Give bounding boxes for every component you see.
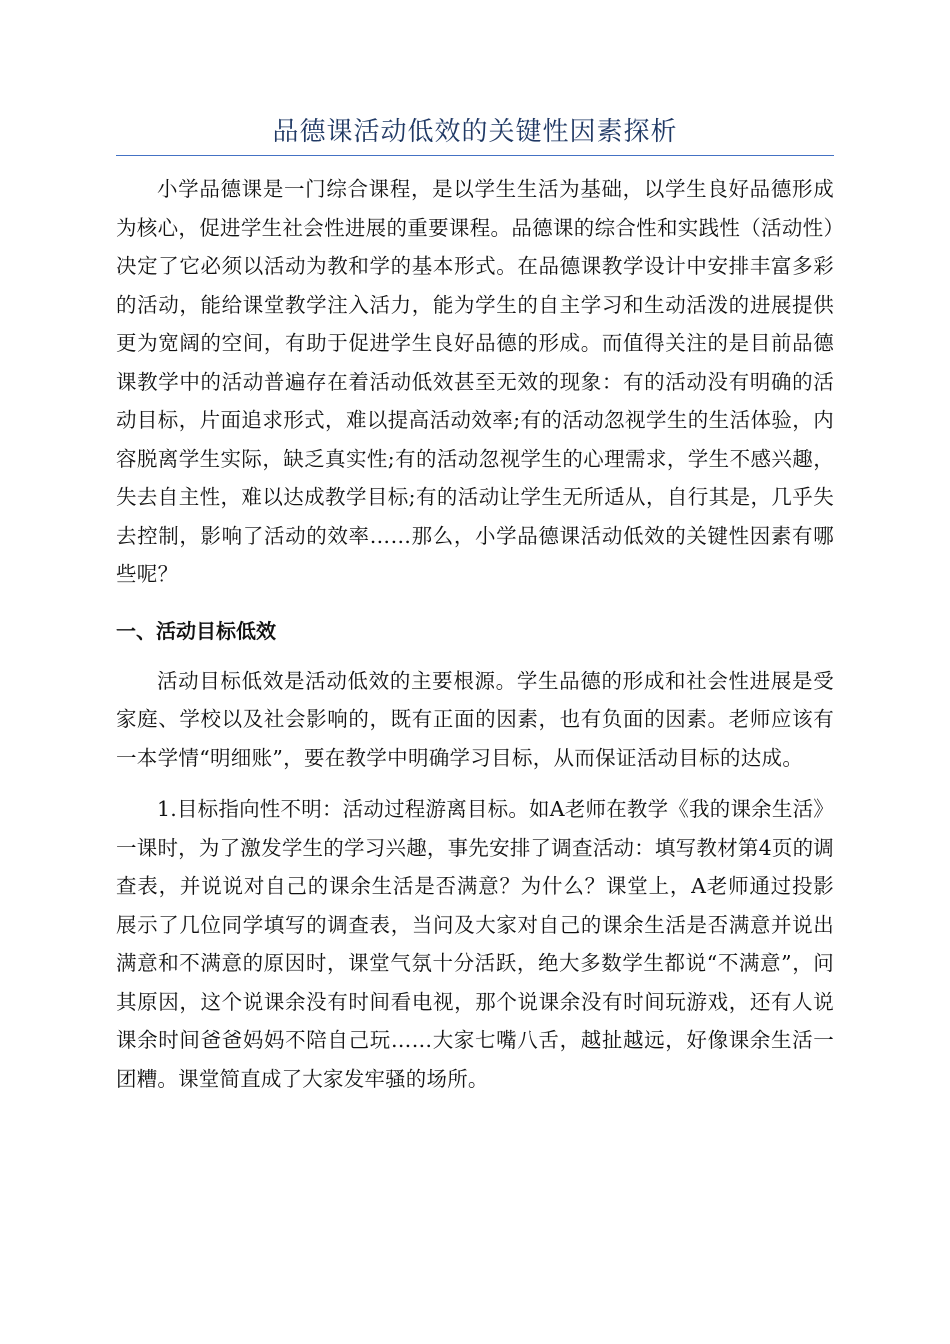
section-paragraph: 1.目标指向性不明：活动过程游离目标。如A老师在教学《我的课余生活》一课时，为了激发学生的学习兴趣，事先安排了调查活动：填写教材第4页的调查表，并说说对自己的课余生活是否满意？为什么？课堂上，A老师通过投影展示了几位同学填写的调查表，当问及大家对自己的课余生活是否满意并说出满意和不满意的原因时，课堂气氛十分活跃，绝大多数学生都说“不满意”，问其原因，这个说课余没有时间看电视，那个说课余没有时间玩游戏，还有人说课余时间爸爸妈妈不陪自己玩……大家七嘴八舌，越扯越远，好像课余生活一团糟。课堂简直成了大家发牢骚的场所。 [116, 797, 834, 1091]
section-heading: 一、活动目标低效 [116, 618, 276, 643]
title-underline [116, 155, 834, 156]
document-title: 品德课活动低效的关键性因素探析 [272, 117, 678, 147]
section-paragraph: 活动目标低效是活动低效的主要根源。学生品德的形成和社会性进展是受家庭、学校以及社会影响的，既有正面的因素，也有负面的因素。老师应该有一本学情“明细账”，要在教学中明确学习目标，从而保证活动目标的达成。 [116, 668, 834, 770]
document-body [116, 170, 834, 1098]
intro-paragraph: 小学品德课是一门综合课程，是以学生生活为基础，以学生良好品德形成为核心，促进学生社会性进展的重要课程。品德课的综合性和实践性（活动性）决定了它必须以活动为教和学的基本形式。在品德课教学设计中安排丰富多彩的活动，能给课堂教学注入活力，能为学生的自主学习和生动活泼的进展提供更为宽阔的空间，有助于促进学生良好品德的形成。而值得关注的是目前品德课教学中的活动普遍存在着活动低效甚至无效的现象：有的活动没有明确的活动目标，片面追求形式，难以提高活动效率;有的活动忽视学生的生活体验，内容脱离学生实际，缺乏真实性;有的活动忽视学生的心理需求，学生不感兴趣，失去自主性，难以达成教学目标;有的活动让学生无所适从，自行其是，几乎失去控制，影响了活动的效率……那么，小学品德课活动低效的关键性因素有哪些呢？ [116, 177, 834, 586]
